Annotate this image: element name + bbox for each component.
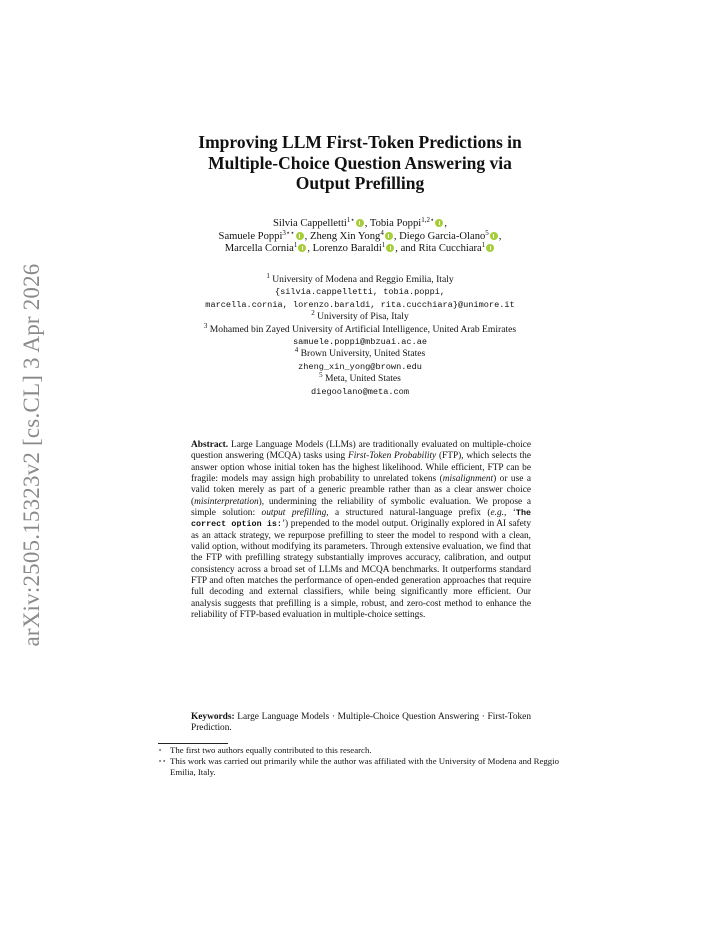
- title-line-1: Improving LLM First-Token Predictions in: [198, 132, 522, 152]
- author-sup: 1: [293, 241, 298, 249]
- footnote: [158, 745, 578, 756]
- footnote-mark: ⋆: [158, 747, 163, 754]
- orcid-icon[interactable]: [385, 232, 393, 240]
- author-name: Lorenzo Baraldi: [312, 243, 382, 254]
- abstract-text: (FTP), which selects the answer option whose initial token has the highest likelihood. While efficient, FTP can be fragile: models may assign high probability to unrelated tokens (: [191, 451, 531, 485]
- orcid-icon[interactable]: [296, 232, 304, 240]
- affiliations: [140, 274, 580, 398]
- affil-sup: 5: [319, 371, 323, 380]
- author-sep: ,: [307, 243, 313, 254]
- abstract-emph: misalignment: [442, 474, 494, 485]
- author-sup: 3⋆⋆: [282, 228, 295, 237]
- affiliation-name: Brown University, United States: [300, 348, 426, 360]
- author-sup: 1: [381, 241, 386, 249]
- author-sep: ,: [393, 230, 400, 242]
- author-name: Silvia Cappelletti: [272, 218, 347, 229]
- footnote-mark: ⋆⋆: [158, 758, 167, 765]
- affil-sup: 1: [266, 272, 270, 280]
- orcid-icon[interactable]: [490, 232, 498, 240]
- affil-sup: 3: [203, 321, 208, 330]
- title-line-3: Output Prefilling: [295, 173, 425, 193]
- author-name: Rita Cucchiara: [418, 243, 482, 254]
- affiliation-name: University of Modena and Reggio Emilia, Italy: [272, 274, 454, 285]
- orcid-icon[interactable]: [435, 219, 443, 227]
- affiliation-email[interactable]: zheng_xin_yong@brown.edu: [298, 361, 422, 372]
- affiliation-name: Mohamed bin Zayed University of Artificial Intelligence, United Arab Emirates: [209, 323, 517, 335]
- author-sep: ,: [444, 218, 447, 229]
- affiliation-email[interactable]: samuele.poppi@mbzuai.ac.ae: [292, 337, 428, 348]
- footnote-text: This work was carried out primarily while the author was affiliated with the University of Modena and Reggio Emilia, Italy.: [170, 756, 560, 777]
- title-line-2: Multiple-Choice Question Answering via: [208, 152, 512, 173]
- author-name: Marcella Cornia: [224, 243, 294, 254]
- author-sup: 4: [380, 228, 384, 237]
- arxiv-side-identifier: [12, 265, 52, 645]
- affil-sup: 2: [311, 309, 315, 318]
- author-name: Tobia Poppi: [369, 218, 422, 229]
- paper-title: [150, 132, 570, 194]
- author-sup: 1⋆: [346, 216, 355, 224]
- keywords: [191, 712, 531, 735]
- orcid-icon[interactable]: [356, 219, 364, 227]
- keywords-label: Keywords:: [191, 712, 235, 722]
- abstract-label: Abstract.: [191, 440, 229, 450]
- author-name: Diego Garcia-Olano: [399, 230, 486, 242]
- orcid-icon[interactable]: [298, 244, 306, 252]
- arxiv-identifier-text: arXiv:2505.15323v2 [cs.CL] 3 Apr 2026: [19, 263, 44, 647]
- author-sep: , and: [395, 243, 419, 254]
- abstract-emph: e.g.: [490, 508, 505, 519]
- author-sep: ,: [304, 230, 310, 242]
- affiliation-name: University of Pisa, Italy: [317, 311, 409, 323]
- author-name: Samuele Poppi: [218, 230, 283, 242]
- keywords-text: Large Language Models · Multiple-Choice Question Answering · First-Token Prediction.: [191, 712, 531, 734]
- author-sep: ,: [364, 218, 370, 229]
- orcid-icon[interactable]: [486, 244, 494, 252]
- affiliation-email[interactable]: diegoolano@meta.com: [311, 386, 409, 397]
- author-sup: 5: [485, 228, 489, 237]
- abstract-text: , a structured natural-language prefix (: [326, 508, 491, 519]
- footnote-divider: [158, 743, 228, 744]
- abstract-text: ), undermining the reliability of symbolic evaluation. We propose a simple solution:: [191, 496, 531, 519]
- footnotes: [158, 745, 578, 778]
- abstract-code: The correct option is:: [191, 508, 531, 530]
- orcid-icon[interactable]: [386, 244, 394, 252]
- author-name: Zheng Xin Yong: [309, 230, 381, 242]
- abstract-emph: First-Token Probability: [347, 451, 437, 462]
- abstract: [191, 440, 531, 622]
- affil-sup: 4: [294, 346, 299, 355]
- abstract-text: Large Language Models (LLMs) are traditionally evaluated on multiple-choice question answering (MCQA) tasks using: [191, 440, 531, 462]
- author-sup: 1,2⋆: [421, 216, 435, 224]
- affiliation-email[interactable]: {silvia.cappelletti, tobia.poppi,: [274, 287, 446, 298]
- abstract-emph: output prefilling: [261, 508, 327, 519]
- footnote: [158, 756, 578, 778]
- author-list: [140, 218, 580, 256]
- abstract-text: , ‘: [504, 508, 516, 519]
- abstract-text: ) or use a valid token merely as part of a generic preamble rather than as a clear answer choice (: [191, 474, 531, 507]
- author-sep: ,: [498, 230, 502, 242]
- abstract-emph: misinterpretation: [194, 496, 259, 507]
- author-sup: 1: [481, 241, 486, 249]
- affiliation-name: Meta, United States: [324, 373, 401, 385]
- affiliation-email[interactable]: marcella.cornia, lorenzo.baraldi, rita.cucchiara}@unimore.it: [205, 299, 515, 310]
- abstract-text: ’) prepended to the model output. Originally explored in AI safety as an attack strategy, we repurpose prefilling to steer the model to respond with a clean, valid option, without modifying its parameters. Through extensive evaluation, we find that the FTP with prefilling strategy substantially improves accuracy, calibration, and output consistency across a broad set of LLMs and MCQA benchmarks. It outperforms standard FTP and often matches the performance of open-ended generation approaches that require full decoding and external classifiers, while being significantly more efficient. Our analysis suggests that prefilling is a simple, robust, and zero-cost method to enhance the reliability of FTP-based evaluation in multiple-choice settings.: [191, 519, 532, 621]
- footnote-text: The first two authors equally contributed to this research.: [170, 745, 372, 755]
